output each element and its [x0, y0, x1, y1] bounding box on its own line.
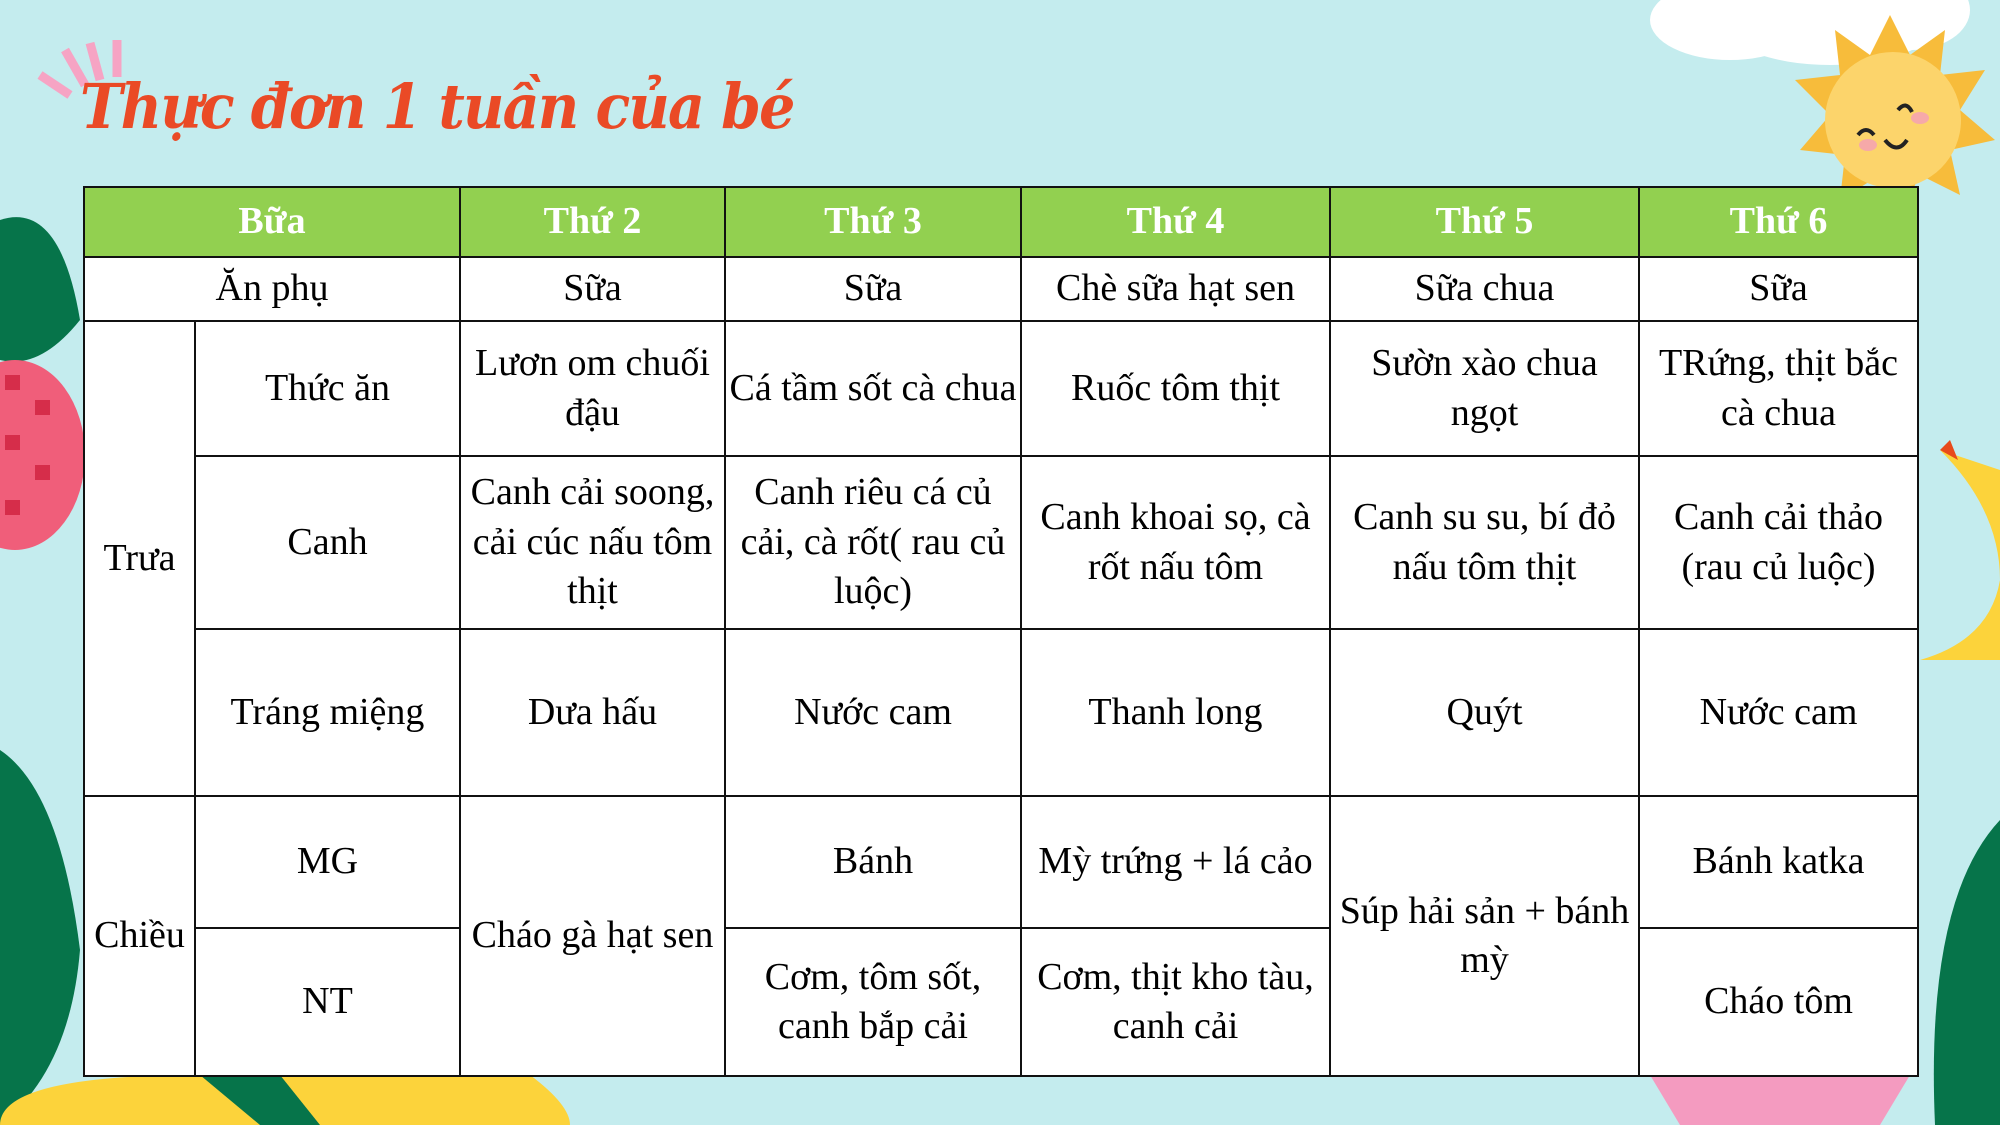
- cell: Thanh long: [1021, 629, 1330, 796]
- header-day: Thứ 6: [1639, 187, 1918, 257]
- pink-flower-bottom-icon: [1650, 1075, 1910, 1125]
- header-meal: Bữa: [84, 187, 460, 257]
- cell: Canh cải soong, cải cúc nấu tôm thịt: [460, 456, 725, 629]
- header-day: Thứ 3: [725, 187, 1021, 257]
- sub-label: Tráng miệng: [195, 629, 460, 796]
- cell: Bánh katka: [1639, 796, 1918, 928]
- cell: Ruốc tôm thịt: [1021, 321, 1330, 456]
- cell: Sữa chua: [1330, 257, 1639, 321]
- cell: Canh cải thảo (rau củ luộc): [1639, 456, 1918, 629]
- header-day: Thứ 5: [1330, 187, 1639, 257]
- cell: Nước cam: [1639, 629, 1918, 796]
- table-row-lunch-dessert: [84, 629, 1918, 796]
- cell: Cháo tôm: [1639, 928, 1918, 1076]
- table-row-lunch-soup: [84, 456, 1918, 629]
- leaf-left-bottom-icon: [0, 750, 90, 1125]
- cell: Cháo gà hạt sen: [460, 796, 725, 1076]
- cell: Chè sữa hạt sen: [1021, 257, 1330, 321]
- cell: Mỳ trứng + lá cảo: [1021, 796, 1330, 928]
- cell: TRứng, thịt bắc cà chua: [1639, 321, 1918, 456]
- banana-icon: [1910, 430, 2000, 660]
- cell: Canh khoai sọ, cà rốt nấu tôm: [1021, 456, 1330, 629]
- cell: Quýt: [1330, 629, 1639, 796]
- cell: Sữa: [725, 257, 1021, 321]
- cell: Súp hải sản + bánh mỳ: [1330, 796, 1639, 1076]
- table-row-snack: [84, 257, 1918, 321]
- header-day: Thứ 2: [460, 187, 725, 257]
- table-row-afternoon-mg: [84, 796, 1918, 928]
- row-label-lunch: Trưa: [84, 321, 195, 796]
- cell: Lươn om chuối đậu: [460, 321, 725, 456]
- yellow-shape-bottom-icon: [0, 1075, 570, 1125]
- cell: Nước cam: [725, 629, 1021, 796]
- table-row-lunch-food: [84, 321, 1918, 456]
- cell: Sườn xào chua ngọt: [1330, 321, 1639, 456]
- row-label-snack: Ăn phụ: [84, 257, 460, 321]
- cell: Sữa: [460, 257, 725, 321]
- cell: Bánh: [725, 796, 1021, 928]
- cell: Cá tầm sốt cà chua: [725, 321, 1021, 456]
- cell: Dưa hấu: [460, 629, 725, 796]
- leaf-right-bottom-icon: [1915, 820, 2000, 1125]
- leaf-left-top-icon: [0, 200, 90, 380]
- row-label-afternoon: Chiều: [84, 796, 195, 1076]
- header-day: Thứ 4: [1021, 187, 1330, 257]
- sub-label: Thức ăn: [195, 321, 460, 456]
- cell: Sữa: [1639, 257, 1918, 321]
- table-row-afternoon-nt: [84, 928, 1918, 1076]
- cell: Cơm, tôm sốt, canh bắp cải: [725, 928, 1021, 1076]
- sub-label: MG: [195, 796, 460, 928]
- header-row: [84, 187, 1918, 257]
- cell: Canh su su, bí đỏ nấu tôm thịt: [1330, 456, 1639, 629]
- pineapple-icon: [0, 355, 85, 555]
- cell: Canh riêu cá củ cải, cà rốt( rau củ luộc): [725, 456, 1021, 629]
- weekly-menu-table: [83, 186, 1919, 1077]
- sub-label: Canh: [195, 456, 460, 629]
- page-title: Thực đơn 1 tuần của bé: [80, 70, 794, 143]
- sub-label: NT: [195, 928, 460, 1076]
- cell: Cơm, thịt kho tàu, canh cải: [1021, 928, 1330, 1076]
